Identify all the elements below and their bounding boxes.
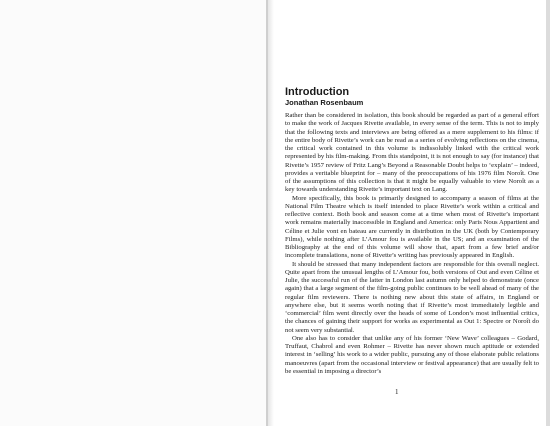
page-number: 1 <box>395 388 399 396</box>
introduction-text-block <box>285 86 539 376</box>
paragraph-4: One also has to consider that unlike any of his former ‘New Wave’ colleagues – Godard, Truffaut, Chabrol and even Rohmer – Rivette has never shown much aptitude or extended interest in ‘selling’ his work to a wider public, pursuing any of those elaborate public relations manoeuvres (apart from the occasional interview or festival appearance) that are usually felt to be essential in imposing a director’s <box>285 334 539 375</box>
paragraph-1: Rather than be considered in isolation, this book should be regarded as part of a general effort to make the work of Jacques Rivette available, in every sense of the term. This is not to imply that the following texts and interviews are being offered as a mere supplement to his films: if the entire body of Rivette’s work can be read as a series of evolving reflections on the cinema, the critical work contained in this volume is indissolubly linked with the critical work represented by his film-making. From this standpoint, it is not enough to say (for instance) that Rivette’s 1957 review of Fritz Lang’s Beyond a Reasonable Doubt helps to ‘explain’ – indeed, provides a veritable blueprint for – many of the preoccupations of his 1976 film Noroît. One of the assumptions of this collection is that it might be equally valuable to view Noroît as a key towards understanding Rivette’s important text on Lang. <box>285 112 539 194</box>
left-blank-page <box>0 0 266 426</box>
chapter-author: Jonathan Rosenbaum <box>285 98 364 107</box>
chapter-title: Introduction <box>285 86 350 98</box>
page-edge <box>546 0 550 426</box>
gutter-shadow <box>268 0 274 426</box>
paragraph-3: It should be stressed that many independent factors are responsible for this overall neglect. Quite apart from the unusual lengths of L’Amour fou, both versions of Out and even Céline et Julie, the successful run of the latter in London last autumn only helped to demonstrate (once again) that a large segment of the film-going public continues to be well ahead of many of the regular film reviewers. There is nothing new about this state of affairs, in England or anywhere else, but it seems worth noting that if Rivette’s most immediately legible and ‘commercial’ film went directly over the heads of some of London’s most influential critics, the chances of gaining their support for works as experimental as Out 1: Spectre or Noroît do not seem very substantial. <box>285 260 539 334</box>
paragraph-2: More specifically, this book is primarily designed to accompany a season of films at the National Film Theatre which is itself intended to place Rivette’s work within a critical and reflective context. Both book and season come at a time when most of Rivette’s important work remains materially inaccessible in England and America: only Paris Nous Appartient and Céline et Julie vont en bateau are currently in distribution in the UK (both by Contemporary Films), while nothing after L’Amour fou is available in the US; and an examination of the Bibliography at the end of this volume will show that, apart from a few brief and/or incomplete translations, none of Rivette’s writing has previously appeared in English. <box>285 194 539 260</box>
